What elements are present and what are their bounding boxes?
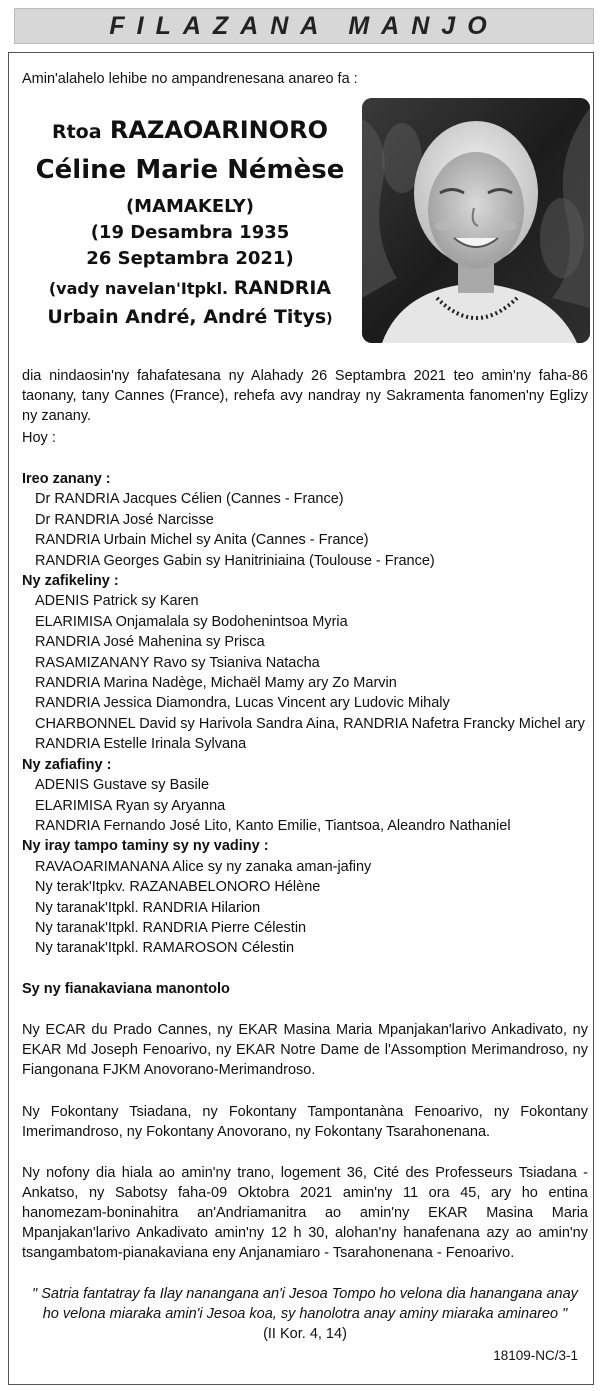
- list-item: RANDRIA José Mahenina sy Prisca: [35, 634, 265, 651]
- list-item: RANDRIA Marina Nadège, Michaël Mamy ary Zo Marvin: [35, 675, 397, 692]
- spouse-line: [22, 274, 358, 303]
- grandchildren-heading: Ny zafikeliny :: [22, 573, 119, 590]
- spouse-names: Urbain André, André Titys: [47, 306, 327, 328]
- hoy-label: Hoy :: [22, 430, 56, 446]
- list-item: RASAMIZANANY Ravo sy Tsianiva Natacha: [35, 654, 320, 671]
- list-item: ELARIMISA Onjamalala sy Bodohenintsoa Myria: [35, 613, 348, 630]
- list-item: RANDRIA Georges Gabin sy Hanitriniaina (Toulouse - France): [35, 552, 435, 569]
- birth-date: (19 Desambra 1935: [90, 222, 290, 243]
- list-item: RANDRIA Jessica Diamondra, Lucas Vincent ary Ludovic Mihaly: [35, 695, 450, 712]
- great-grandchildren-heading: Ny zafiafiny :: [22, 756, 112, 773]
- scripture-quote: [22, 1284, 588, 1344]
- list-item: RANDRIA Urbain Michel sy Anita (Cannes - France): [35, 532, 369, 549]
- list-item: Ny taranak'Itpkl. RANDRIA Pierre Célestin: [35, 919, 307, 936]
- funeral-paragraph: Ny nofony dia hiala ao amin'ny trano, logement 36, Cité des Professeurs Tsiadana - Ankatso, ny Sabotsy faha-09 Oktobra 2021 amin'ny 11 ora 45, ary ho entina hanomezam-boninahitra an'Andriamanitra ao amin'ny EKAR Masina Maria Mpanjakan'larivo Ankadivato amin'ny 12 h 30, alohan'ny hanafenana azy ao amin'ny tsangambatom-pianakaviana eny Anjanamiaro - Tsarahonenana - Fenoarivo.: [22, 1165, 588, 1261]
- quote-source: (II Kor. 4, 14): [263, 1326, 347, 1342]
- quote-line-2: ho velona miaraka amin'i Jesoa koa, sy hanolotra anay aminy miaraka aminareo ": [42, 1306, 568, 1322]
- children-heading: Ireo zanany :: [22, 471, 111, 487]
- deceased-surname: RAZAOARINORO: [109, 116, 329, 144]
- list-item: RANDRIA Fernando José Lito, Kanto Emilie, Tiantsoa, Aleandro Nathaniel: [35, 817, 511, 834]
- intro-text: Amin'alahelo lehibe no ampandrenesana anareo fa :: [22, 71, 358, 87]
- quote-line-1: " Satria fantatray fa Ilay nanangana an'i Jesoa Tompo ho velona dia hanangana anay: [32, 1286, 578, 1302]
- list-item: RANDRIA Estelle Irinala Sylvana: [35, 736, 247, 753]
- deceased-title: Rtoa: [51, 121, 102, 143]
- deceased-name-block: [22, 112, 358, 333]
- spouse-close: ): [326, 311, 333, 327]
- list-item: RAVAOARIMANANA Alice sy ny zanaka aman-jafiny: [35, 858, 372, 875]
- fokontany-paragraph: Ny Fokontany Tsiadana, ny Fokontany Tampontanàna Fenoarivo, ny Fokontany Imerimandroso, ny Fokontany Anovorano, ny Fokontany Tsarahonenana.: [22, 1104, 588, 1140]
- family-list: [22, 469, 588, 959]
- list-item: Ny taranak'Itpkl. RAMAROSON Célestin: [35, 940, 295, 957]
- list-item: ADENIS Gustave sy Basile: [35, 777, 210, 794]
- spouse-names-line: [22, 303, 358, 333]
- death-notice-paragraph: dia nindaosin'ny fahafatesana ny Alahady 26 Septambra 2021 teo amin'ny faha-86 taonany, tany Cannes (France), rehefa avy nandray ny Sakramenta fanomen'ny Eglizy ny zanany.: [22, 368, 588, 424]
- list-item: Ny taranak'Itpkl. RANDRIA Hilarion: [35, 899, 261, 916]
- deceased-nickname: (MAMAKELY): [125, 196, 255, 217]
- deceased-title-line: [22, 112, 358, 150]
- list-item: Dr RANDRIA José Narcisse: [35, 511, 214, 528]
- deceased-given-names: Céline Marie Némèse: [35, 155, 345, 185]
- list-item: CHARBONNEL David sy Harivola Sandra Aina, RANDRIA Nafetra Francky Michel ary: [35, 715, 585, 732]
- list-item: Dr RANDRIA Jacques Célien (Cannes - France): [35, 491, 344, 508]
- reference-number: 18109-NC/3-1: [493, 1348, 578, 1363]
- portrait-illustration: [362, 98, 590, 343]
- spouse-surname: RANDRIA: [233, 277, 332, 299]
- spouse-prefix: (vady navelan'Itpkl.: [48, 279, 229, 298]
- list-item: ADENIS Patrick sy Karen: [35, 593, 199, 610]
- death-date: 26 Septambra 2021): [86, 248, 294, 269]
- portrait-photo: [362, 98, 590, 343]
- list-item: ELARIMISA Ryan sy Aryanna: [35, 797, 226, 814]
- extended-family-heading: Sy ny fianakaviana manontolo: [22, 981, 230, 997]
- list-item: Ny terak'Itpkv. RAZANABELONORO Hélène: [35, 879, 321, 896]
- relatives-heading: Ny iray tampo taminy sy ny vadiny :: [22, 838, 269, 855]
- notice-banner: [14, 8, 594, 44]
- banner-title: FILAZANA MANJO: [109, 11, 499, 40]
- churches-paragraph: Ny ECAR du Prado Cannes, ny EKAR Masina Maria Mpanjakan'larivo Ankadivato, ny EKAR Md Joseph Fenoarivo, ny EKAR Notre Dame de l'Assomption Merimandroso, ny Fiangonana FJKM Anovorano-Merimandroso.: [22, 1022, 588, 1078]
